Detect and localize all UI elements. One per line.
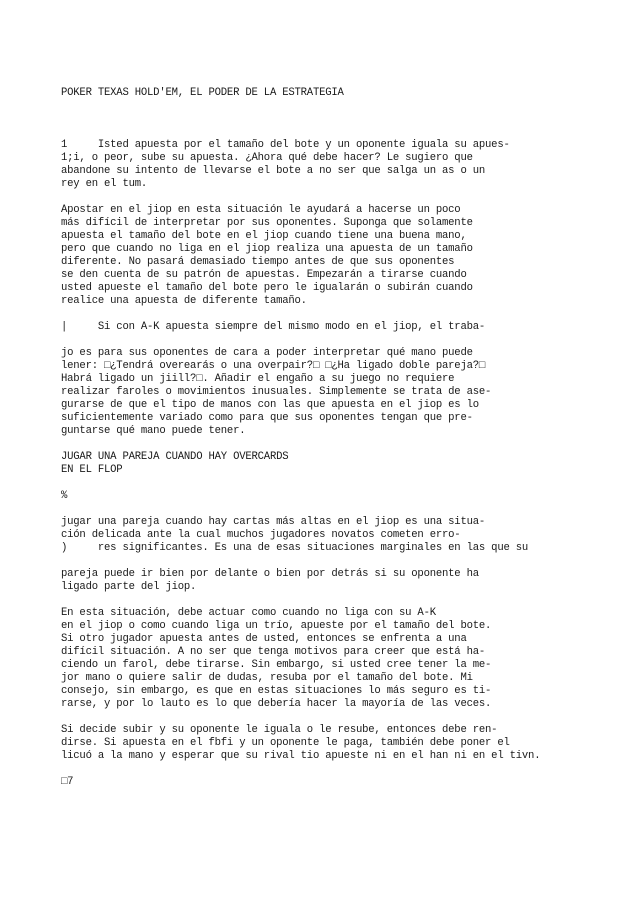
text-line: Si otro jugador apuesta antes de usted, entonces se enfrenta a una [61,633,467,645]
text-line: Si decide subir y su oponente le iguala o le resube, entonces debe ren- [61,724,498,736]
text-line: abandone su intento de llevarse el bote a no ser que salga un as o un [61,165,486,177]
text-line: lener: □¿Tendrá overearás o una overpair?□ □¿Ha ligado doble pareja?□ [61,360,486,372]
text-line: 1 Isted apuesta por el tamaño del bote y un oponente iguala su apues- [61,139,510,151]
text-line: □7 [61,776,74,788]
text-line: diferente. No pasará demasiado tiempo antes de que sus oponentes [61,256,455,268]
text-line: se den cuenta de su patrón de apuestas. Empezarán a tirarse cuando [61,269,467,281]
text-line: realice una apuesta de diferente tamaño. [61,295,307,307]
paragraph [61,451,621,477]
paragraph [61,516,621,555]
paragraph [61,607,621,711]
text-line: pero que cuando no liga en el jiop realiza una apuesta de un tamaño [61,243,473,255]
text-line: apuesta el tamaño del bote en el jiop cuando tiene una buena mano, [61,230,467,242]
text-line: ciendo un farol, debe tirarse. Sin embargo, si usted cree tener la me- [61,659,492,671]
text-line: EN EL FLOP [61,464,123,476]
text-line: pareja puede ir bien por delante o bien por detrás si su oponente ha [61,568,479,580]
document-body [61,139,621,789]
text-line: Apostar en el jiop en esta situación le ayudará a hacerse un poco [61,204,461,216]
text-line: Habrá ligado un jiill?□. Añadir el engaño a su juego no requiere [61,373,455,385]
text-line: licuó a la mano y esperar que su rival tio apueste ni en el han ni en el tivn. [61,750,541,762]
text-line: suficientemente variado como para que sus oponentes tengan que pre- [61,412,473,424]
paragraph [61,347,621,438]
text-line: gurarse de que el tipo de manos con las que apuesta en el jiop es lo [61,399,479,411]
text-line: rarse, y por lo lauto es lo que debería hacer la mayoría de las veces. [61,698,492,710]
text-line: jugar una pareja cuando hay cartas más altas en el jiop es una situa- [61,516,486,528]
text-line: más difícil de interpretar por sus oponentes. Suponga que solamente [61,217,473,229]
text-line: jo es para sus oponentes de cara a poder interpretar qué mano puede [61,347,473,359]
document-page [61,61,621,815]
text-line: difícil situación. A no ser que tenga motivos para creer que está ha- [61,646,486,658]
text-line: guntarse qué mano puede tener. [61,425,246,437]
paragraph [61,724,621,763]
text-line: JUGAR UNA PAREJA CUANDO HAY OVERCARDS [61,451,289,463]
paragraph [61,204,621,308]
text-line: | Si con A-K apuesta siempre del mismo modo en el jiop, el traba- [61,321,486,333]
text-line: jor mano o quiere salir de dudas, resuba por el tamaño del bote. Mi [61,672,473,684]
paragraph [61,776,621,789]
text-line: realizar faroles o movimientos inusuales. Simplemente se trata de ase- [61,386,492,398]
text-line: usted apueste el tamaño del bote pero le igualarán o subirán cuando [61,282,473,294]
paragraph [61,139,621,191]
text-line: ) res significantes. Es una de esas situaciones marginales en las que su [61,542,529,554]
text-line: dirse. Si apuesta en el fbfi y un oponente le paga, también debe poner el [61,737,510,749]
text-line: rey en el tum. [61,178,148,190]
paragraph [61,568,621,594]
text-line: en el jiop o como cuando liga un trío, apueste por el tamaño del bote. [61,620,492,632]
text-line: ción delicada ante la cual muchos jugadores novatos cometen erro- [61,529,461,541]
text-line: 1;i, o peor, sube su apuesta. ¿Ahora qué debe hacer? Le sugiero que [61,152,473,164]
paragraph [61,321,621,334]
document-title: POKER TEXAS HOLD'EM, EL PODER DE LA ESTRATEGIA [61,87,344,99]
text-line: En esta situación, debe actuar como cuando no liga con su A-K [61,607,436,619]
text-line: consejo, sin embargo, es que en estas situaciones lo más seguro es ti- [61,685,492,697]
text-line: % [61,490,68,502]
paragraph [61,490,621,503]
text-line: ligado parte del jiop. [61,581,197,593]
